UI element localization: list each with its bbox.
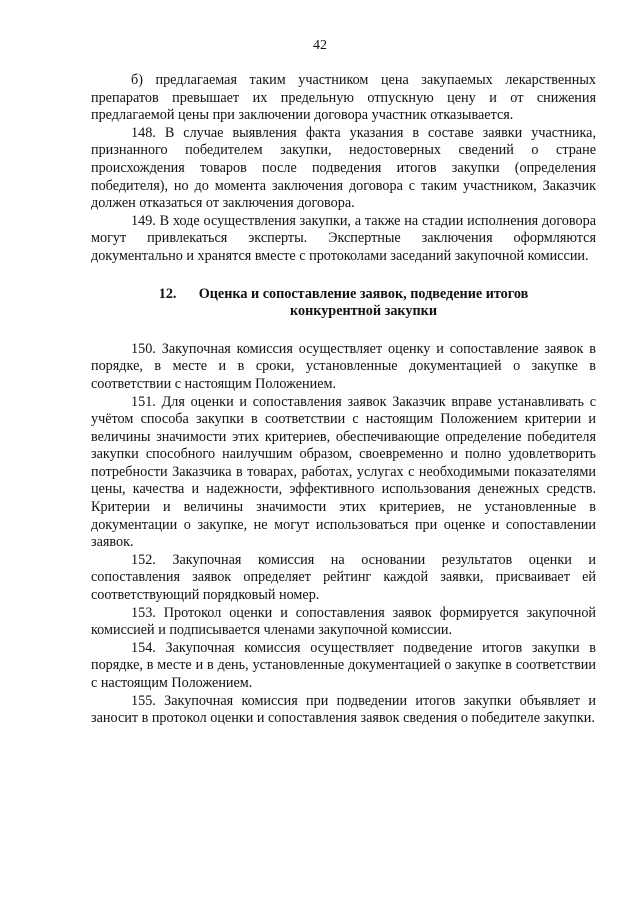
paragraph-153: 153. Протокол оценки и сопоставления заявок формируется закупочной комиссией и подписывается членами закупочной комиссии.	[91, 604, 596, 639]
paragraph-155: 155. Закупочная комиссия при подведении итогов закупки объявляет и заносит в протокол оценки и сопоставления заявок сведения о победителе закупки.	[91, 692, 596, 727]
section-heading	[91, 286, 596, 321]
paragraph-148: 148. В случае выявления факта указания в составе заявки участника, признанного победителем закупки, недостоверных сведений о стране происхождения товаров после подведения итогов закупки (определения победителя), но до момента заключения договора с таким участником, Заказчик должен отказаться от заключения договора.	[91, 124, 596, 212]
section-title-line2: конкурентной закупки	[289, 303, 438, 320]
paragraph-b: б) предлагаемая таким участником цена закупаемых лекарственных препаратов превышает их предельную отпускную цену и от снижения предлагаемой цены при заключении договора участник отказывается.	[91, 72, 596, 124]
paragraph-152: 152. Закупочная комиссия на основании результатов оценки и сопоставления заявок определяет рейтинг каждой заявки, присваивает ей соответствующий порядковый номер.	[91, 551, 596, 604]
paragraph-150: 150. Закупочная комиссия осуществляет оценку и сопоставление заявок в порядке, в месте и в сроки, установленные документацией о закупке в соответствии с настоящим Положением.	[91, 340, 596, 392]
paragraph-151: 151. Для оценки и сопоставления заявок Заказчик вправе устанавливать с учётом способа закупки в соответствии с настоящим Положением критерии и величины значимости этих критериев, обеспечивающие определение победителя закупки способного наилучшим образом, своевременно и полно удовлетворить потребности Заказчика в товарах, работах, услугах с необходимыми показателями цены, качества и надежности, эффективного использования денежных средств. Критерии и величины значимости этих критериев, не установленные в документации о закупке, не могут использоваться при оценке и сопоставлении заявок.	[91, 393, 596, 551]
paragraph-149: 149. В ходе осуществления закупки, а также на стадии исполнения договора могут привлекаться эксперты. Экспертные заключения оформляются документально и хранятся вместе с протоколами заседаний закупочной комиссии.	[91, 212, 596, 264]
section-title-line1: Оценка и сопоставление заявок, подведение итогов	[198, 285, 529, 302]
section-number: 12.	[158, 285, 177, 302]
section-heading-line1	[91, 286, 596, 304]
page-number: 42	[313, 38, 327, 53]
paragraph-154: 154. Закупочная комиссия осуществляет подведение итогов закупки в порядке, в месте и в день, установленные документацией о закупке в соответствии с настоящим Положением.	[91, 639, 596, 691]
document-body	[91, 72, 596, 728]
